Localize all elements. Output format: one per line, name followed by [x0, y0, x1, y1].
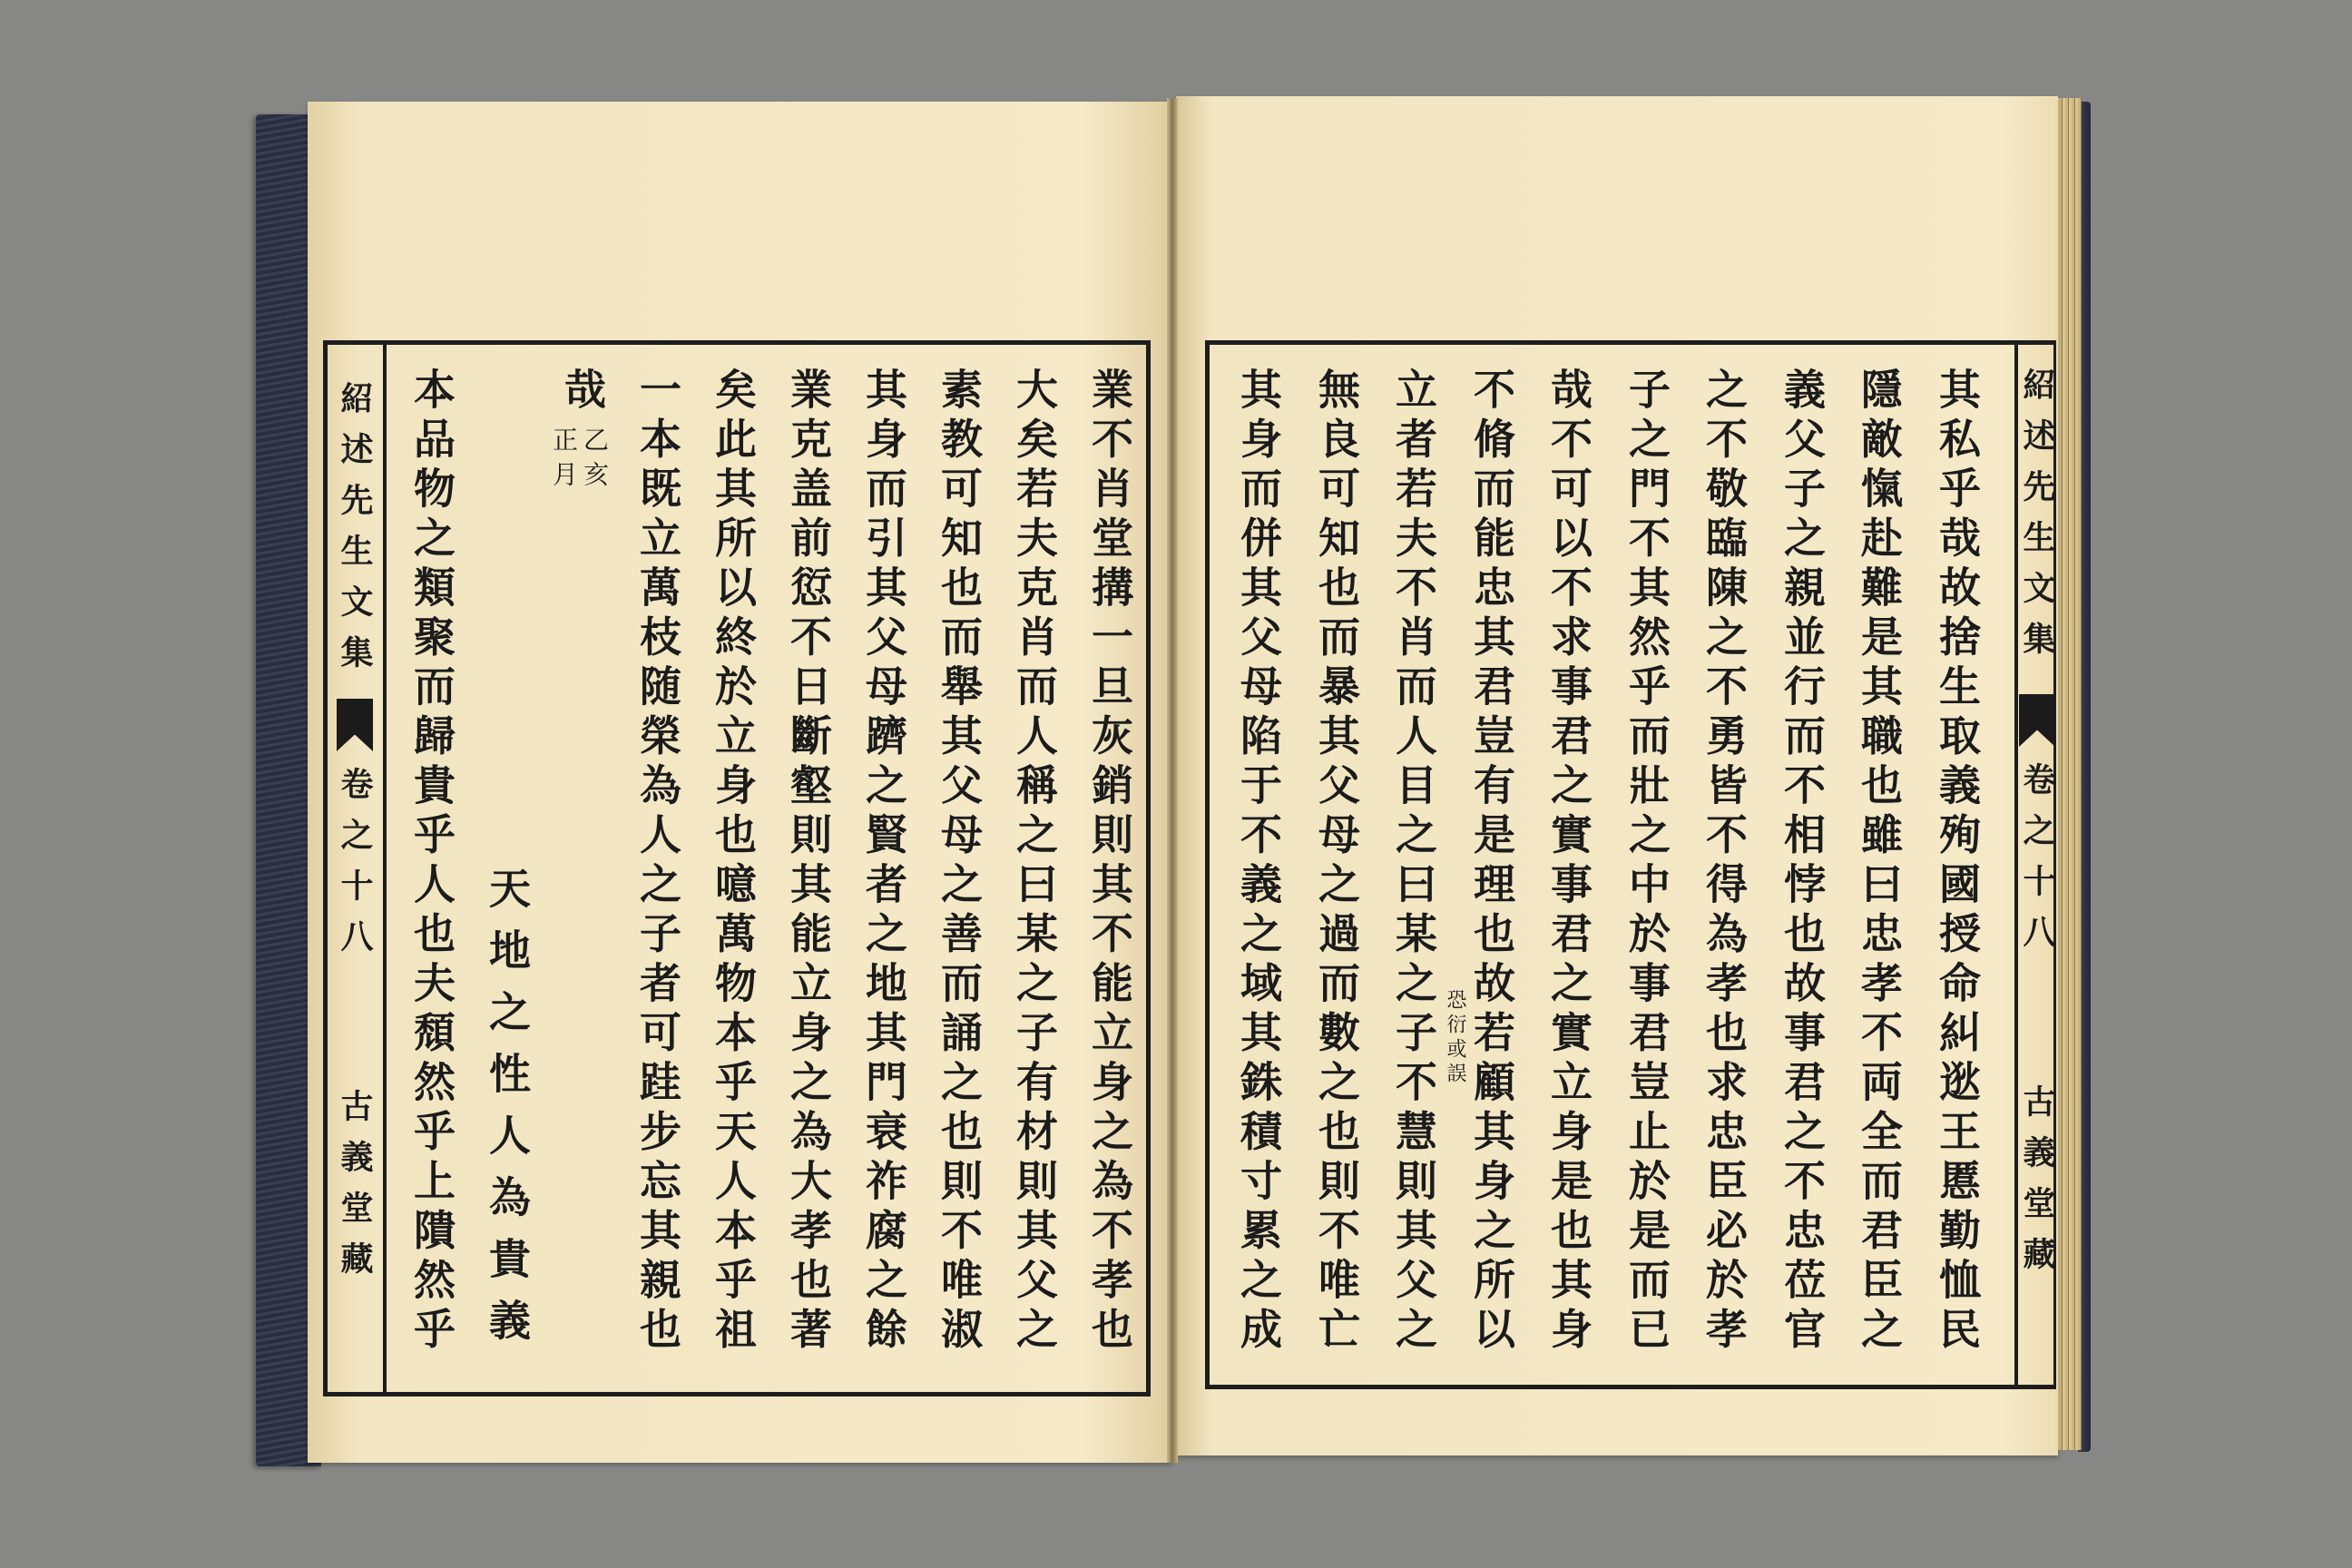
left-running-head-volume: 卷之十八 [336, 767, 374, 970]
essay-title: 天地之性人為貴義 [483, 867, 532, 1360]
text-column: 其私乎哉故捨生取義殉國授命糾逖王慝勤恤民 [1933, 368, 1982, 1357]
date-note-month: 正月 [549, 426, 579, 495]
text-column: 業克盖前愆不日斷壑則其能立身之為大孝也著 [784, 368, 833, 1357]
right-running-head-publisher: 古義堂藏 [2018, 1084, 2056, 1288]
text-column: 其身而併其父母陷于不義之域其銖積寸累之成 [1234, 368, 1283, 1357]
left-running-head-publisher: 古義堂藏 [336, 1089, 374, 1292]
text-column: 其身而引其父母躋之賢者之地其門衰祚腐之餘 [859, 368, 908, 1357]
text-column: 無良可知也而暴其父母之過而數之也則不唯亡 [1312, 368, 1361, 1357]
text-column: 本品物之類聚而歸貴乎人也夫頹然乎上隤然乎 [407, 368, 456, 1357]
text-column: 哉不可以不求事君之實事君之實立身是也其身 [1544, 368, 1593, 1357]
right-running-head-title: 紹述先生文集 [2018, 368, 2056, 672]
text-column: 不脩而能忠其君豈有是理也故若顧其身之所以 [1467, 368, 1516, 1357]
text-column: 大矣若夫克肖而人稱之曰某之子有材則其父之 [1010, 368, 1059, 1357]
text-column: 業不肖堂搆一旦灰銷則其不能立身之為不孝也 [1085, 368, 1134, 1357]
text-column: 之不敬臨陳之不勇皆不得為孝也求忠臣必於孝 [1700, 368, 1749, 1357]
marginal-annotation: 恐衍或誤 [1444, 989, 1466, 1087]
text-column: 一本既立萬枝随榮為人之子者可跬步忘其親也 [633, 368, 682, 1357]
text-column: 立者若夫不肖而人目之曰某之子不慧則其父之 [1389, 368, 1438, 1357]
text-column: 子之門不其然乎而壯之中於事君豈止於是而已 [1622, 368, 1671, 1357]
text-column: 義父子之親並行而不相悖也故事君之不忠莅官 [1778, 368, 1827, 1357]
essay-closing-word: 哉 [558, 368, 607, 417]
left-running-head-title: 紹述先生文集 [336, 381, 374, 686]
right-running-head-volume: 卷之十八 [2018, 762, 2056, 965]
text-column: 素教可知也而舉其父母之善而誦之也則不唯淑 [935, 368, 984, 1357]
left-running-head-divider [383, 340, 387, 1396]
book-gutter [1167, 98, 1178, 1463]
text-column: 隱敵愾赴難是其職也雖曰忠孝不両全而君臣之 [1855, 368, 1904, 1357]
date-note-year: 乙亥 [580, 426, 610, 495]
text-column: 矣此其所以終於立身也噫萬物本乎天人本乎祖 [709, 368, 758, 1357]
